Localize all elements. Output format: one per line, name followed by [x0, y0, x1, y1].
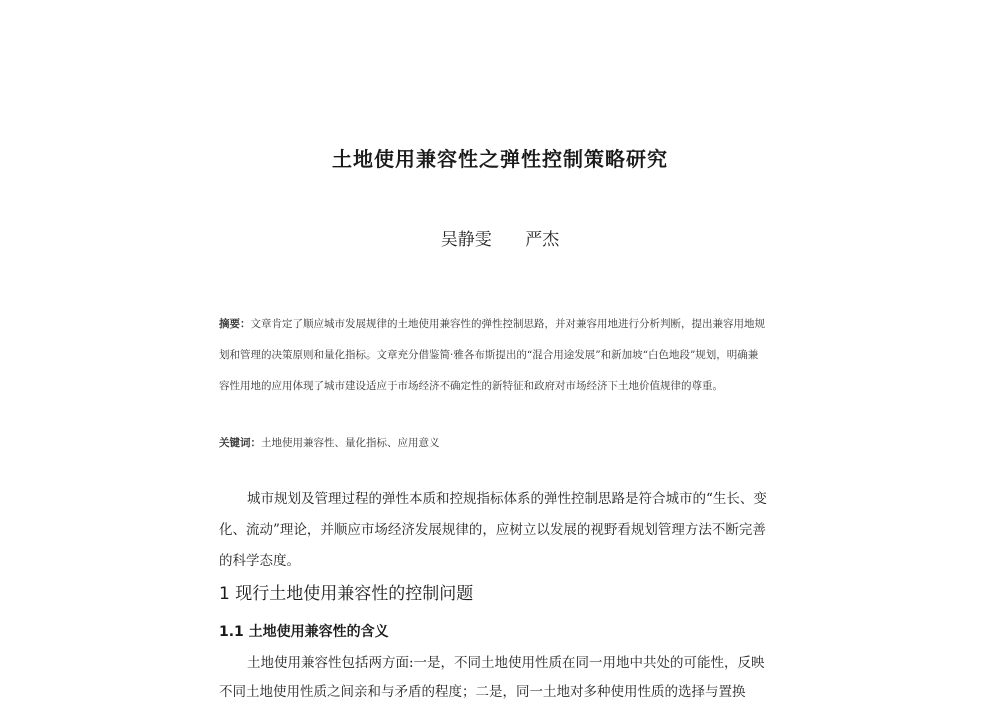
- abstract-label: 摘要：: [219, 318, 251, 330]
- author-name: 吴静雯: [440, 230, 492, 250]
- abstract: [219, 309, 767, 402]
- section-heading: 1 现行土地使用兼容性的控制问题: [219, 584, 474, 604]
- author-list: [0, 225, 1000, 250]
- keywords: [219, 434, 767, 452]
- subsection-heading: 1.1 土地使用兼容性的含义: [219, 624, 389, 640]
- intro-paragraph: 城市规划及管理过程的弹性本质和控规指标体系的弹性控制思路是符合城市的“生长、变化、流动”理论，并顺应市场经济发展规律的，应树立以发展的视野看规划管理方法不断完善的科学态度。: [219, 491, 767, 569]
- paper-title: 土地使用兼容性之弹性控制策略研究: [332, 147, 668, 171]
- author-name: 严杰: [525, 230, 560, 250]
- abstract-text: 文章肯定了顺应城市发展规律的土地使用兼容性的弹性控制思路，并对兼容用地进行分析判断，提出兼容用地规划和管理的决策原则和量化指标。文章充分借鉴简·雅各布斯提出的“混合用途发展”和新加坡“白色地段”规划，明确兼容性用地的应用体现了城市建设适应于市场经济不确定性的新特征和政府对市场经济下土地价值规律的尊重。: [219, 318, 765, 392]
- keywords-text: 土地使用兼容性、量化指标、应用意义: [261, 437, 440, 449]
- keywords-label: 关键词：: [219, 437, 261, 449]
- body-paragraph: 土地使用兼容性包括两方面:一是，不同土地使用性质在同一用地中共处的可能性，反映不同土地使用性质之间亲和与矛盾的程度；二是，同一土地对多种使用性质的选择与置换: [219, 655, 765, 700]
